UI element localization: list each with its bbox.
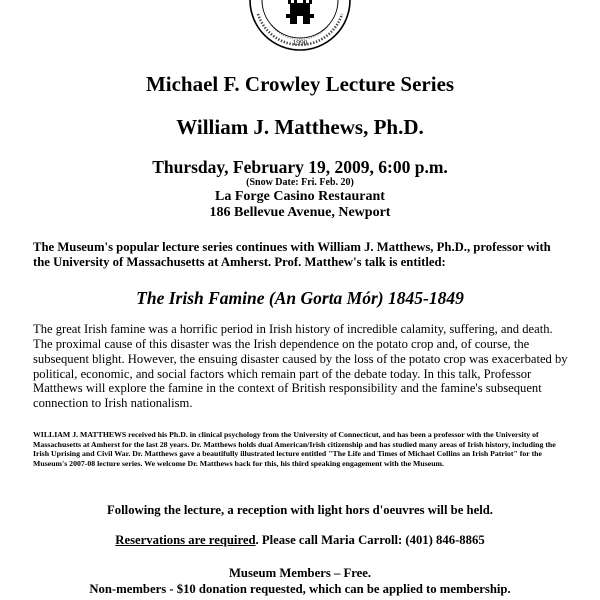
reservations-line — [0, 533, 600, 548]
non-members-price: Non-members - $10 donation requested, which can be applied to membership. — [89, 582, 511, 597]
museum-seal-logo — [248, 0, 352, 52]
seal-year: 1990 — [292, 38, 308, 47]
speaker-bio: WILLIAM J. MATTHEWS received his Ph.D. in clinical psychology from the University of Connecticut, and has been a professor with the University of Massachusetts at Amherst for the last 28 years. Dr. Matthews holds dual American/Irish citizenship and has studied many areas of Irish history, including the Irish Uprising and Civil War. Dr. Matthews gave a beautifully illustrated lecture entitled "The Life and Times of Michael Collins an Irish Patriot" for the Museum's 2007-08 lecture series. We welcome Dr. Matthews back for this, his third speaking engagement with the Museum. — [33, 430, 556, 469]
talk-description: The great Irish famine was a horrific period in Irish history of incredible calamity, suffering, and death. The proximal cause of this disaster was the Irish dependence on the potato crop and, of course, the subsequent blight. However, the ensuing disaster caused by the loss of the potato crop was exacerbated by political, economic, and social factors which remain part of the debate today. In this talk, Professor Matthews will explore the famine in the context of British responsibility and the famine's subsequent connection to Irish nationalism. — [33, 322, 568, 411]
snow-date: (Snow Date: Fri. Feb. 20) — [246, 177, 354, 189]
reservations-required-label: Reservations are required — [115, 533, 256, 547]
event-venue: La Forge Casino Restaurant — [215, 189, 385, 205]
lecture-series-title: Michael F. Crowley Lecture Series — [145, 72, 455, 96]
members-price: Museum Members – Free. — [228, 566, 372, 580]
speaker-name: William J. Matthews, Ph.D. — [176, 115, 424, 139]
event-date: Thursday, February 19, 2009, 6:00 p.m. — [152, 157, 448, 177]
talk-title: The Irish Famine (An Gorta Mór) 1845-1849 — [136, 288, 464, 308]
event-address: 186 Bellevue Avenue, Newport — [209, 205, 391, 221]
event-details — [0, 157, 600, 221]
pricing-block — [0, 565, 600, 598]
intro-paragraph: The Museum's popular lecture series continues with William J. Matthews, Ph.D., professor with the University of Massachusetts at Amherst. Prof. Matthew's talk is entitled: — [33, 240, 551, 269]
reservations-contact: . Please call Maria Carroll: (401) 846-8865 — [255, 533, 485, 547]
reception-note: Following the lecture, a reception with light hors d'oeuvres will be held. — [107, 503, 493, 517]
